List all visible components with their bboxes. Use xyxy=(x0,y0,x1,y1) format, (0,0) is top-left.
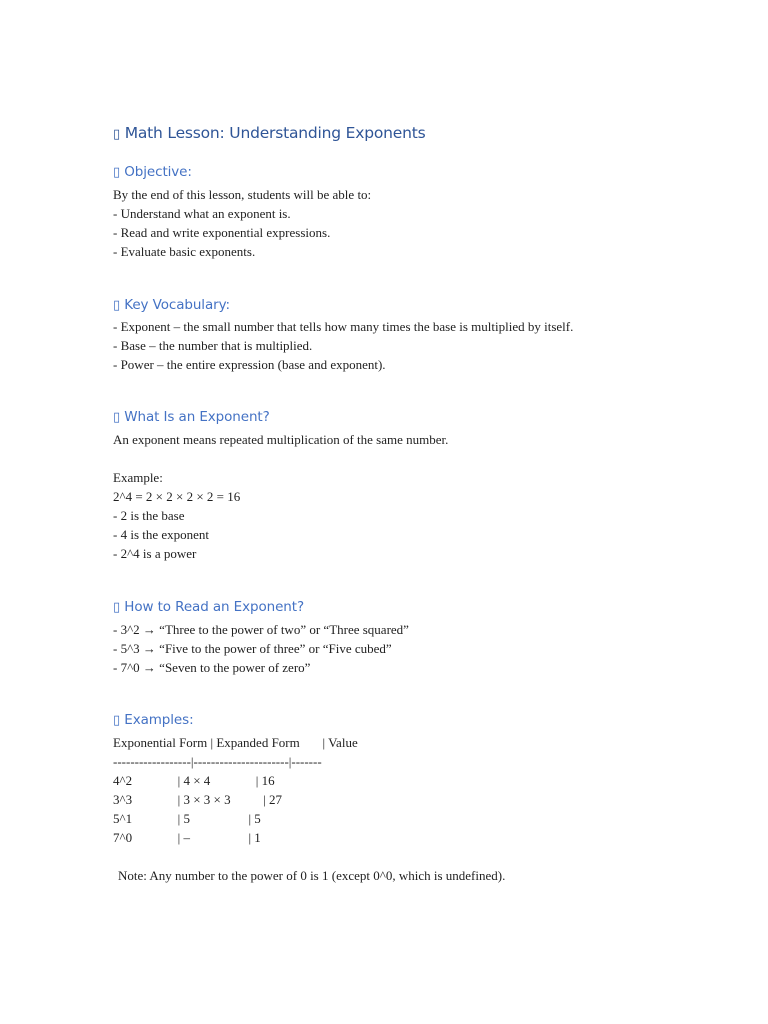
read-line: - 7^0 → “Seven to the power of zero” xyxy=(113,660,311,675)
what-line: - 4 is the exponent xyxy=(113,527,210,542)
read-heading: ▯ How to Read an Exponent? xyxy=(113,599,305,615)
examples-table-line: 5^1 | 5 | 5 xyxy=(113,811,261,826)
what-line: An exponent means repeated multiplication of the same number. xyxy=(113,432,449,447)
missing-glyph-icon: ▯ xyxy=(113,298,121,313)
page-title-text: Math Lesson: Understanding Exponents xyxy=(124,124,426,142)
vocab-line: - Exponent – the small number that tells how many times the base is multiplied by itself. xyxy=(113,319,574,334)
read-line: - 5^3 → “Five to the power of three” or “Five cubed” xyxy=(113,641,392,656)
objective-heading: ▯ Objective: xyxy=(113,164,192,180)
examples-note: Note: Any number to the power of 0 is 1 (except 0^0, which is undefined). xyxy=(118,868,506,883)
missing-glyph-icon: ▯ xyxy=(113,713,121,728)
missing-glyph-icon: ▯ xyxy=(113,600,121,615)
objective-line: By the end of this lesson, students will be able to: xyxy=(113,187,372,202)
read-line: - 3^2 → “Three to the power of two” or “Three squared” xyxy=(113,622,409,637)
objective-line: - Read and write exponential expressions. xyxy=(113,225,331,240)
examples-table-line: 7^0 | – | 1 xyxy=(113,830,261,845)
examples-table-line: Exponential Form | Expanded Form | Value xyxy=(113,735,358,750)
objective-line: - Understand what an exponent is. xyxy=(113,206,291,221)
examples-table-line: 3^3 | 3 × 3 × 3 | 27 xyxy=(113,792,282,807)
objective-line: - Evaluate basic exponents. xyxy=(113,244,256,259)
examples-heading: ▯ Examples: xyxy=(113,712,194,728)
what-line: 2^4 = 2 × 2 × 2 × 2 = 16 xyxy=(113,489,241,504)
missing-glyph-icon: ▯ xyxy=(113,165,121,180)
examples-table-line: ------------------|----------------------|------- xyxy=(113,754,322,769)
examples-table-line: 4^2 | 4 × 4 | 16 xyxy=(113,773,275,788)
what-line: - 2^4 is a power xyxy=(113,546,197,561)
what-heading: ▯ What Is an Exponent? xyxy=(113,409,270,425)
vocab-heading: ▯ Key Vocabulary: xyxy=(113,297,230,313)
what-line: - 2 is the base xyxy=(113,508,185,523)
page-title xyxy=(113,124,425,142)
missing-glyph-icon: ▯ xyxy=(113,410,121,425)
what-line: Example: xyxy=(113,470,163,485)
vocab-line: - Base – the number that is multiplied. xyxy=(113,338,313,353)
missing-glyph-icon: ▯ xyxy=(113,127,120,142)
vocab-line: - Power – the entire expression (base and exponent). xyxy=(113,357,386,372)
